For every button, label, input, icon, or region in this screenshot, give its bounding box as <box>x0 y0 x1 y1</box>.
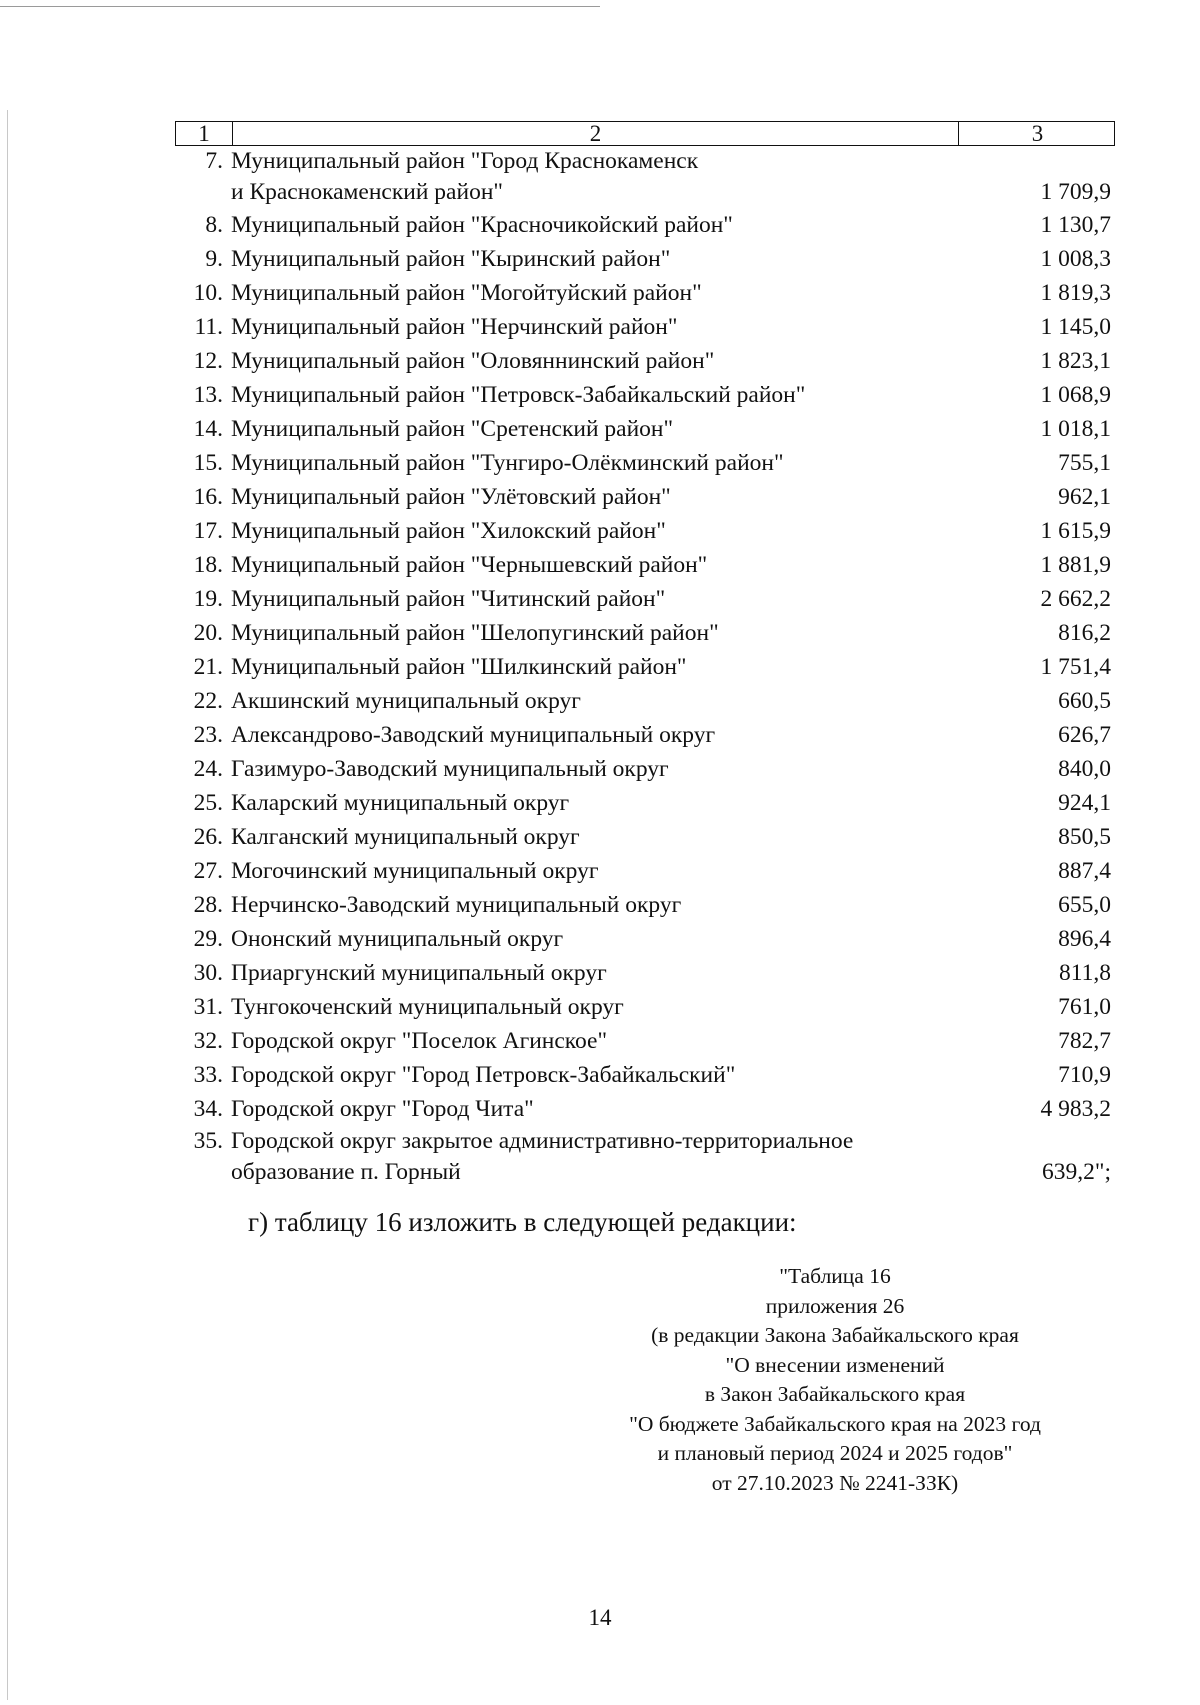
row-number: 35. <box>193 1128 223 1154</box>
row-name <box>231 684 957 718</box>
row-name-line: Муниципальный район "Хилокский район" <box>231 518 666 544</box>
table-row <box>175 378 1115 412</box>
row-name <box>231 146 957 208</box>
row-name <box>231 1024 957 1058</box>
table-row <box>175 480 1115 514</box>
row-value: 2 662,2 <box>1040 586 1111 612</box>
table-header <box>175 121 1115 146</box>
table-row <box>175 922 1115 956</box>
row-name-line: Муниципальный район "Петровск-Забайкальский район" <box>231 382 806 408</box>
table-row <box>175 684 1115 718</box>
row-value: 840,0 <box>1058 756 1111 782</box>
row-value: 1 145,0 <box>1040 314 1111 340</box>
table-row <box>175 146 1115 208</box>
caption-line: от 27.10.2023 № 2241-ЗЗК) <box>711 1470 959 1495</box>
table-row <box>175 888 1115 922</box>
row-name <box>231 412 957 446</box>
row-name-line: Муниципальный район "Шелопугинский район" <box>231 620 719 646</box>
row-number: 34. <box>193 1096 223 1122</box>
row-number: 24. <box>193 756 223 782</box>
header-col-1: 1 <box>198 121 210 146</box>
row-name-line: Муниципальный район "Кыринский район" <box>231 246 671 272</box>
table-row <box>175 548 1115 582</box>
row-name-line: Муниципальный район "Тунгиро-Олёкминский район" <box>231 450 784 476</box>
row-name <box>231 854 957 888</box>
row-name-line: Муниципальный район "Сретенский район" <box>231 416 674 442</box>
row-value: 850,5 <box>1058 824 1111 850</box>
table-row <box>175 344 1115 378</box>
row-name-line: Городской округ "Город Петровск-Забайкальский" <box>231 1062 736 1088</box>
table-row <box>175 1126 1115 1188</box>
row-name <box>231 548 957 582</box>
row-number: 30. <box>193 960 223 986</box>
row-name-line: Городской округ "Поселок Агинское" <box>231 1028 608 1054</box>
scan-edge-top <box>0 6 600 7</box>
row-name-line: Акшинский муниципальный округ <box>231 688 581 714</box>
row-name-line: Городской округ "Город Чита" <box>231 1096 534 1122</box>
row-number: 23. <box>193 722 223 748</box>
row-value: 1 130,7 <box>1040 212 1111 238</box>
table-row <box>175 990 1115 1024</box>
row-name <box>231 1058 957 1092</box>
table-row <box>175 242 1115 276</box>
row-value: 660,5 <box>1058 688 1111 714</box>
row-value: 896,4 <box>1058 926 1111 952</box>
table-row <box>175 1092 1115 1126</box>
row-value: 1 709,9 <box>1040 179 1111 205</box>
caption-line: в Закон Забайкальского края <box>704 1382 966 1406</box>
row-number: 22. <box>193 688 223 714</box>
row-name <box>231 786 957 820</box>
scan-edge-left <box>7 110 8 1700</box>
row-name <box>231 650 957 684</box>
table-row <box>175 514 1115 548</box>
row-name-line: Нерчинско-Заводский муниципальный округ <box>231 892 682 918</box>
table-row <box>175 956 1115 990</box>
page-number: 14 <box>588 1605 612 1630</box>
row-value: 782,7 <box>1058 1028 1111 1054</box>
table-row <box>175 446 1115 480</box>
row-name-line: Газимуро-Заводский муниципальный округ <box>231 756 669 782</box>
row-value: 924,1 <box>1058 790 1111 816</box>
row-number: 26. <box>193 824 223 850</box>
caption-line: приложения 26 <box>765 1293 905 1318</box>
row-name <box>231 582 957 616</box>
row-number: 9. <box>205 246 223 272</box>
row-name-line: Александрово-Заводский муниципальный округ <box>231 722 716 748</box>
row-name <box>231 242 957 276</box>
row-value: 1 819,3 <box>1040 280 1111 306</box>
row-number: 15. <box>193 450 223 476</box>
table-row <box>175 616 1115 650</box>
row-name-line: Муниципальный район "Читинский район" <box>231 586 666 612</box>
row-value: 887,4 <box>1058 858 1111 884</box>
row-number: 31. <box>193 994 223 1020</box>
row-name <box>231 888 957 922</box>
budget-table <box>175 121 1115 1188</box>
row-value: 1 018,1 <box>1040 416 1111 442</box>
table-row <box>175 412 1115 446</box>
row-name <box>231 344 957 378</box>
row-name-line: Муниципальный район "Чернышевский район" <box>231 552 708 578</box>
row-name-line: Муниципальный район "Красночикойский район" <box>231 212 733 238</box>
caption-line: "О бюджете Забайкальского края на 2023 год <box>629 1411 1041 1436</box>
row-number: 32. <box>193 1028 223 1054</box>
table-row <box>175 786 1115 820</box>
row-number: 28. <box>193 892 223 918</box>
row-name <box>231 208 957 242</box>
row-name <box>231 820 957 854</box>
table-row <box>175 1058 1115 1092</box>
row-name-line: Каларский муниципальный округ <box>231 790 570 816</box>
row-name <box>231 616 957 650</box>
caption-line: и плановый период 2024 и 2025 годов" <box>657 1441 1013 1465</box>
row-number: 11. <box>194 314 223 340</box>
row-value: 816,2 <box>1058 620 1111 646</box>
row-number: 17. <box>193 518 223 544</box>
row-name-line: Муниципальный район "Город Краснокаменск <box>231 148 699 174</box>
row-name <box>231 718 957 752</box>
row-number: 27. <box>193 858 223 884</box>
table-caption <box>560 1262 1110 1498</box>
row-number: 25. <box>193 790 223 816</box>
row-name-line: Ононский муниципальный округ <box>231 926 564 952</box>
table-row <box>175 820 1115 854</box>
row-number: 10. <box>193 280 223 306</box>
row-name <box>231 956 957 990</box>
table-row <box>175 854 1115 888</box>
header-col-3: 3 <box>958 122 1116 145</box>
table-row <box>175 310 1115 344</box>
table-row <box>175 650 1115 684</box>
table-row <box>175 276 1115 310</box>
row-name-line: Приаргунский муниципальный округ <box>231 960 607 986</box>
row-value: 710,9 <box>1058 1062 1111 1088</box>
row-name <box>231 1126 957 1188</box>
row-value: 1 751,4 <box>1040 654 1111 680</box>
row-value: 626,7 <box>1058 722 1111 748</box>
row-value: 755,1 <box>1058 450 1111 476</box>
row-value: 1 068,9 <box>1040 382 1111 408</box>
row-value: 1 881,9 <box>1040 552 1111 578</box>
table-body <box>175 146 1115 1188</box>
amendment-instruction: г) таблицу 16 изложить в следующей редакции: <box>248 1207 797 1237</box>
row-number: 19. <box>193 586 223 612</box>
row-name-line: Муниципальный район "Оловяннинский район" <box>231 348 715 374</box>
header-col-2: 2 <box>232 122 958 145</box>
table-row <box>175 718 1115 752</box>
row-name <box>231 990 957 1024</box>
row-value: 655,0 <box>1058 892 1111 918</box>
row-name <box>231 514 957 548</box>
table-row <box>175 1024 1115 1058</box>
row-name <box>231 480 957 514</box>
row-number: 21. <box>193 654 223 680</box>
row-value: 639,2"; <box>1042 1159 1111 1185</box>
table-row <box>175 582 1115 616</box>
row-number: 33. <box>193 1062 223 1088</box>
row-name <box>231 378 957 412</box>
row-value: 1 823,1 <box>1040 348 1111 374</box>
row-name-line: образование п. Горный <box>231 1159 461 1185</box>
row-name <box>231 276 957 310</box>
row-number: 8. <box>205 212 223 238</box>
table-row <box>175 208 1115 242</box>
row-value: 4 983,2 <box>1040 1096 1111 1122</box>
caption-line: (в редакции Закона Забайкальского края <box>651 1323 1019 1347</box>
row-name <box>231 752 957 786</box>
row-number: 7. <box>205 148 223 174</box>
row-name <box>231 446 957 480</box>
row-number: 20. <box>193 620 223 646</box>
row-number: 16. <box>193 484 223 510</box>
row-name-line: Городской округ закрытое административно-территориальное <box>231 1128 854 1154</box>
row-name <box>231 1092 957 1126</box>
row-name-line: Муниципальный район "Нерчинский район" <box>231 314 678 340</box>
row-number: 18. <box>193 552 223 578</box>
row-name-line: Тунгокоченский муниципальный округ <box>231 994 624 1020</box>
row-name-line: Муниципальный район "Могойтуйский район" <box>231 280 702 306</box>
row-value: 761,0 <box>1058 994 1111 1020</box>
row-number: 14. <box>193 416 223 442</box>
table-row <box>175 752 1115 786</box>
row-name-line: и Краснокаменский район" <box>231 179 503 205</box>
caption-line: "О внесении изменений <box>725 1352 945 1377</box>
row-value: 811,8 <box>1058 960 1111 986</box>
row-value: 1 615,9 <box>1040 518 1111 544</box>
row-name-line: Могочинский муниципальный округ <box>231 858 599 884</box>
row-name-line: Муниципальный район "Шилкинский район" <box>231 654 687 680</box>
row-name <box>231 310 957 344</box>
row-number: 12. <box>193 348 223 374</box>
row-value: 1 008,3 <box>1040 246 1111 272</box>
caption-line: "Таблица 16 <box>779 1264 891 1288</box>
row-value: 962,1 <box>1058 484 1111 510</box>
row-number: 13. <box>193 382 223 408</box>
row-number: 29. <box>193 926 223 952</box>
row-name <box>231 922 957 956</box>
row-name-line: Муниципальный район "Улётовский район" <box>231 484 671 510</box>
row-name-line: Калганский муниципальный округ <box>231 824 580 850</box>
